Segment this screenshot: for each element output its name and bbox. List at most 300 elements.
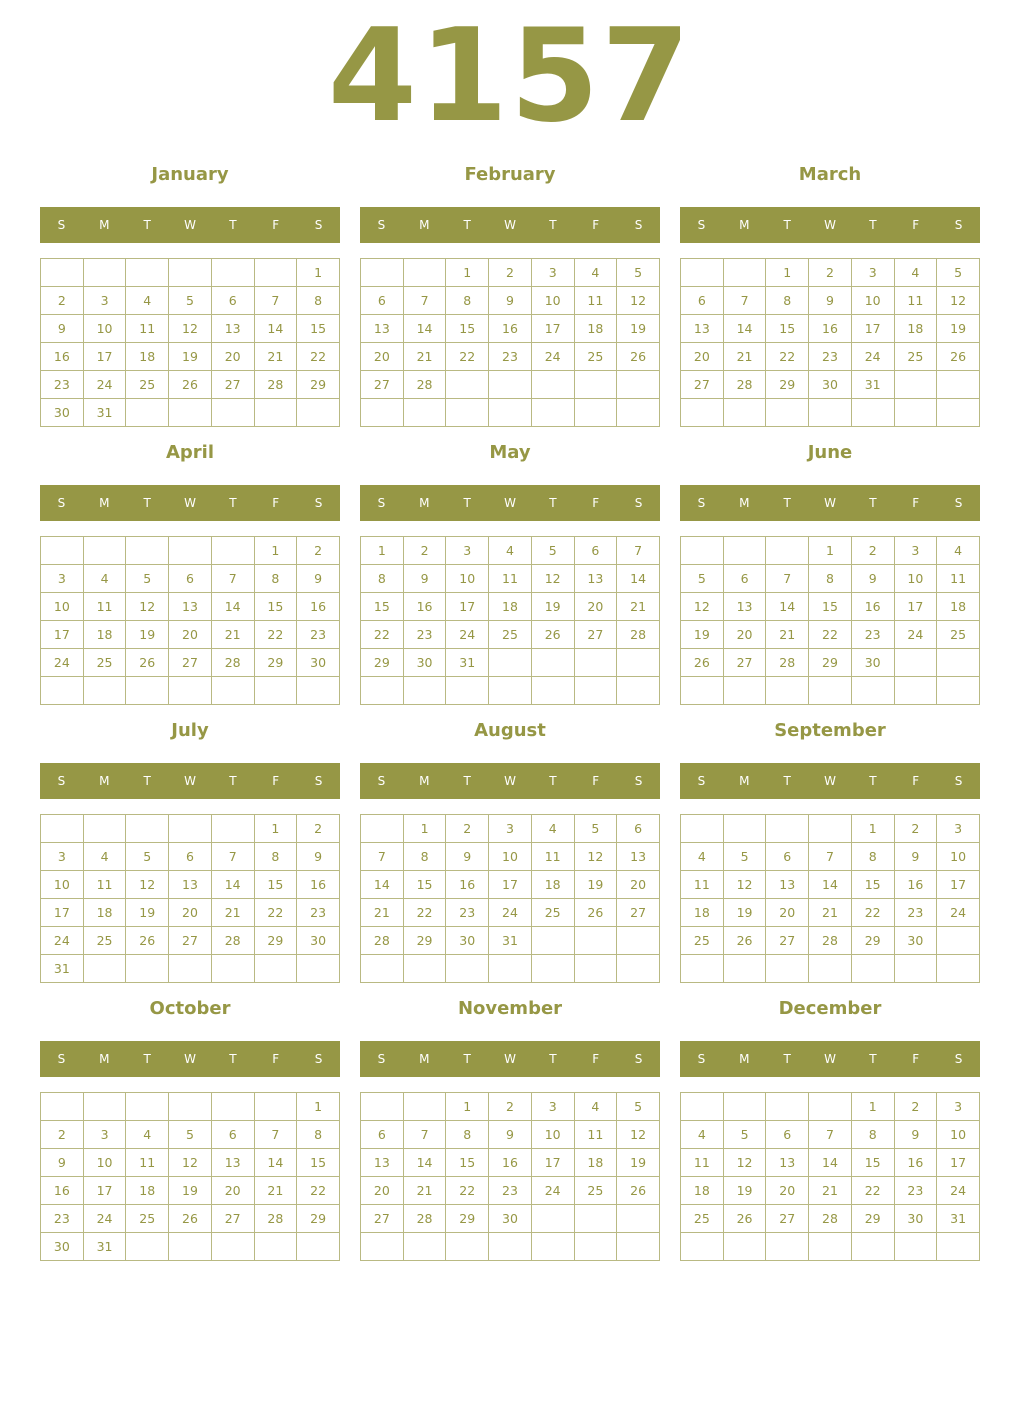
- day-cell: 31: [851, 371, 894, 399]
- day-cell: 29: [766, 371, 809, 399]
- empty-cell: [574, 371, 617, 399]
- day-cell: 6: [169, 843, 212, 871]
- day-cell: 11: [937, 565, 980, 593]
- day-cell: 21: [254, 1177, 297, 1205]
- empty-cell: [531, 1233, 574, 1261]
- day-cell: 5: [617, 1093, 660, 1121]
- week-row: [41, 1093, 340, 1121]
- weekday-label: F: [912, 1052, 920, 1066]
- day-grid: [40, 536, 340, 705]
- day-grid: [360, 536, 660, 705]
- day-cell: 6: [361, 1121, 404, 1149]
- weekday-label: T: [783, 1052, 791, 1066]
- day-cell: 15: [446, 1149, 489, 1177]
- day-cell: 26: [169, 371, 212, 399]
- week-row: [41, 955, 340, 983]
- day-cell: 28: [766, 649, 809, 677]
- weekday-label: T: [869, 1052, 877, 1066]
- empty-cell: [254, 677, 297, 705]
- weekday-label: W: [184, 774, 196, 788]
- empty-cell: [126, 259, 169, 287]
- day-cell: 11: [681, 871, 724, 899]
- day-cell: 13: [574, 565, 617, 593]
- empty-cell: [681, 399, 724, 427]
- empty-cell: [723, 259, 766, 287]
- day-cell: 2: [297, 815, 340, 843]
- week-row: [361, 1093, 660, 1121]
- empty-cell: [126, 815, 169, 843]
- day-cell: 4: [574, 1093, 617, 1121]
- week-row: [41, 287, 340, 315]
- day-cell: 31: [489, 927, 532, 955]
- day-cell: 19: [617, 1149, 660, 1177]
- day-cell: 10: [937, 1121, 980, 1149]
- weekday-label: S: [57, 774, 66, 788]
- day-cell: 9: [489, 287, 532, 315]
- day-cell: 29: [851, 1205, 894, 1233]
- empty-cell: [681, 955, 724, 983]
- day-cell: 22: [297, 1177, 340, 1205]
- empty-cell: [403, 399, 446, 427]
- day-cell: 27: [617, 899, 660, 927]
- day-cell: 31: [41, 955, 84, 983]
- empty-cell: [617, 927, 660, 955]
- weekday-label: T: [143, 1052, 151, 1066]
- day-cell: 9: [297, 565, 340, 593]
- day-cell: 27: [574, 621, 617, 649]
- day-cell: 22: [851, 1177, 894, 1205]
- day-cell: 26: [617, 343, 660, 371]
- week-row: [361, 537, 660, 565]
- day-cell: 17: [83, 1177, 126, 1205]
- weekday-label: T: [143, 218, 151, 232]
- week-row: [681, 371, 980, 399]
- day-cell: 12: [681, 593, 724, 621]
- empty-cell: [169, 259, 212, 287]
- week-row: [361, 315, 660, 343]
- day-cell: 14: [809, 871, 852, 899]
- empty-cell: [83, 537, 126, 565]
- day-cell: 9: [41, 1149, 84, 1177]
- day-cell: 20: [169, 621, 212, 649]
- day-cell: 9: [297, 843, 340, 871]
- day-grid: [680, 1092, 980, 1261]
- day-cell: 16: [809, 315, 852, 343]
- week-row: [41, 343, 340, 371]
- day-cell: 24: [489, 899, 532, 927]
- empty-cell: [169, 537, 212, 565]
- empty-cell: [446, 371, 489, 399]
- day-cell: 18: [126, 1177, 169, 1205]
- weekday-label: W: [824, 1052, 836, 1066]
- day-cell: 12: [723, 1149, 766, 1177]
- day-cell: 11: [574, 287, 617, 315]
- empty-cell: [809, 955, 852, 983]
- day-cell: 30: [851, 649, 894, 677]
- day-cell: 6: [211, 287, 254, 315]
- day-cell: 13: [169, 871, 212, 899]
- weekday-label: T: [463, 1052, 471, 1066]
- day-cell: 28: [403, 371, 446, 399]
- day-cell: 1: [766, 259, 809, 287]
- day-cell: 24: [531, 343, 574, 371]
- day-cell: 14: [809, 1149, 852, 1177]
- day-cell: 16: [894, 1149, 937, 1177]
- day-cell: 10: [83, 1149, 126, 1177]
- day-cell: 15: [297, 315, 340, 343]
- day-cell: 24: [41, 927, 84, 955]
- day-cell: 5: [126, 843, 169, 871]
- day-cell: 17: [489, 871, 532, 899]
- empty-cell: [894, 371, 937, 399]
- month-november: [360, 994, 660, 1264]
- week-row: [681, 621, 980, 649]
- weekday-label: W: [184, 1052, 196, 1066]
- day-cell: 31: [937, 1205, 980, 1233]
- weekday-label: W: [504, 1052, 516, 1066]
- week-row: [41, 927, 340, 955]
- day-cell: 16: [489, 315, 532, 343]
- day-grid: [40, 814, 340, 983]
- weekday-label: W: [824, 218, 836, 232]
- day-cell: 30: [403, 649, 446, 677]
- day-cell: 14: [403, 315, 446, 343]
- day-cell: 15: [361, 593, 404, 621]
- empty-cell: [851, 955, 894, 983]
- day-cell: 17: [83, 343, 126, 371]
- weekday-label: S: [697, 496, 706, 510]
- day-cell: 18: [126, 343, 169, 371]
- day-cell: 12: [617, 287, 660, 315]
- day-cell: 19: [574, 871, 617, 899]
- weekday-label: T: [229, 774, 237, 788]
- week-row: [361, 1233, 660, 1261]
- day-cell: 24: [446, 621, 489, 649]
- empty-cell: [361, 677, 404, 705]
- day-cell: 17: [531, 1149, 574, 1177]
- week-row: [41, 899, 340, 927]
- day-cell: 25: [489, 621, 532, 649]
- day-cell: 4: [83, 843, 126, 871]
- day-cell: 5: [681, 565, 724, 593]
- weekday-label: T: [229, 496, 237, 510]
- day-grid: [360, 258, 660, 427]
- day-cell: 27: [361, 1205, 404, 1233]
- day-cell: 23: [446, 899, 489, 927]
- day-cell: 1: [446, 1093, 489, 1121]
- empty-cell: [681, 677, 724, 705]
- day-cell: 4: [681, 843, 724, 871]
- day-cell: 14: [211, 593, 254, 621]
- day-cell: 5: [169, 287, 212, 315]
- empty-cell: [681, 1093, 724, 1121]
- day-cell: 23: [297, 899, 340, 927]
- day-cell: 25: [681, 927, 724, 955]
- empty-cell: [126, 677, 169, 705]
- day-cell: 11: [574, 1121, 617, 1149]
- weekday-label: T: [463, 496, 471, 510]
- week-row: [41, 1121, 340, 1149]
- week-row: [361, 899, 660, 927]
- day-cell: 30: [297, 927, 340, 955]
- month-january: [40, 160, 340, 430]
- day-cell: 28: [617, 621, 660, 649]
- empty-cell: [41, 815, 84, 843]
- week-row: [41, 649, 340, 677]
- day-cell: 12: [723, 871, 766, 899]
- day-cell: 22: [851, 899, 894, 927]
- weekday-header: [40, 485, 340, 521]
- day-cell: 27: [361, 371, 404, 399]
- weekday-header: [680, 207, 980, 243]
- day-cell: 4: [574, 259, 617, 287]
- month-december: [680, 994, 980, 1264]
- weekday-label: M: [99, 774, 110, 788]
- month-july: [40, 716, 340, 986]
- day-cell: 5: [169, 1121, 212, 1149]
- empty-cell: [723, 955, 766, 983]
- day-cell: 6: [211, 1121, 254, 1149]
- empty-cell: [851, 677, 894, 705]
- empty-cell: [574, 677, 617, 705]
- empty-cell: [403, 1233, 446, 1261]
- day-cell: 20: [617, 871, 660, 899]
- day-cell: 22: [446, 343, 489, 371]
- day-cell: 21: [403, 1177, 446, 1205]
- empty-cell: [254, 955, 297, 983]
- day-cell: 18: [894, 315, 937, 343]
- day-cell: 22: [809, 621, 852, 649]
- empty-cell: [617, 955, 660, 983]
- week-row: [361, 621, 660, 649]
- day-cell: 14: [403, 1149, 446, 1177]
- empty-cell: [617, 1233, 660, 1261]
- weekday-label: W: [504, 218, 516, 232]
- month-name: October: [149, 998, 231, 1019]
- empty-cell: [851, 399, 894, 427]
- day-cell: 21: [211, 899, 254, 927]
- week-row: [681, 593, 980, 621]
- week-row: [41, 1149, 340, 1177]
- day-cell: 31: [446, 649, 489, 677]
- empty-cell: [617, 677, 660, 705]
- weekday-label: S: [314, 218, 323, 232]
- day-cell: 11: [489, 565, 532, 593]
- week-row: [41, 593, 340, 621]
- day-cell: 17: [41, 899, 84, 927]
- week-row: [361, 287, 660, 315]
- day-cell: 28: [723, 371, 766, 399]
- empty-cell: [83, 677, 126, 705]
- day-cell: 28: [361, 927, 404, 955]
- weekday-label: W: [504, 774, 516, 788]
- day-cell: 16: [297, 593, 340, 621]
- empty-cell: [297, 399, 340, 427]
- weekday-label: S: [314, 1052, 323, 1066]
- day-cell: 23: [403, 621, 446, 649]
- day-cell: 18: [574, 315, 617, 343]
- day-cell: 27: [681, 371, 724, 399]
- weekday-label: S: [697, 218, 706, 232]
- day-cell: 6: [361, 287, 404, 315]
- day-cell: 10: [894, 565, 937, 593]
- weekday-label: M: [99, 218, 110, 232]
- day-cell: 15: [254, 593, 297, 621]
- day-cell: 29: [851, 927, 894, 955]
- week-row: [41, 315, 340, 343]
- day-cell: 26: [723, 1205, 766, 1233]
- day-cell: 11: [531, 843, 574, 871]
- day-cell: 12: [531, 565, 574, 593]
- weekday-header: [360, 763, 660, 799]
- day-cell: 31: [83, 399, 126, 427]
- week-row: [41, 537, 340, 565]
- empty-cell: [574, 399, 617, 427]
- weekday-label: F: [912, 496, 920, 510]
- day-grid: [680, 258, 980, 427]
- week-row: [681, 287, 980, 315]
- day-cell: 29: [446, 1205, 489, 1233]
- day-cell: 1: [446, 259, 489, 287]
- day-cell: 28: [254, 371, 297, 399]
- week-row: [681, 1233, 980, 1261]
- day-cell: 23: [41, 1205, 84, 1233]
- month-august: [360, 716, 660, 986]
- empty-cell: [681, 259, 724, 287]
- weekday-label: F: [272, 1052, 280, 1066]
- day-cell: 7: [617, 537, 660, 565]
- day-cell: 3: [894, 537, 937, 565]
- empty-cell: [894, 677, 937, 705]
- day-cell: 8: [446, 287, 489, 315]
- month-name: January: [151, 164, 229, 185]
- day-cell: 9: [851, 565, 894, 593]
- weekday-header: [680, 763, 980, 799]
- empty-cell: [894, 649, 937, 677]
- empty-cell: [361, 815, 404, 843]
- empty-cell: [723, 677, 766, 705]
- day-cell: 13: [681, 315, 724, 343]
- day-cell: 7: [403, 1121, 446, 1149]
- empty-cell: [83, 955, 126, 983]
- day-cell: 11: [83, 871, 126, 899]
- empty-cell: [126, 537, 169, 565]
- week-row: [41, 259, 340, 287]
- weekday-label: T: [143, 496, 151, 510]
- week-row: [41, 871, 340, 899]
- weekday-header: [40, 1041, 340, 1077]
- day-cell: 7: [809, 843, 852, 871]
- empty-cell: [361, 1093, 404, 1121]
- day-cell: 13: [361, 1149, 404, 1177]
- day-cell: 25: [83, 649, 126, 677]
- day-cell: 24: [851, 343, 894, 371]
- month-name: May: [489, 442, 531, 463]
- day-cell: 22: [403, 899, 446, 927]
- day-cell: 19: [617, 315, 660, 343]
- empty-cell: [169, 1093, 212, 1121]
- day-cell: 9: [894, 843, 937, 871]
- day-cell: 5: [531, 537, 574, 565]
- day-cell: 13: [211, 1149, 254, 1177]
- week-row: [361, 399, 660, 427]
- empty-cell: [766, 677, 809, 705]
- day-cell: 25: [574, 343, 617, 371]
- day-cell: 5: [617, 259, 660, 287]
- day-cell: 13: [766, 1149, 809, 1177]
- week-row: [361, 1205, 660, 1233]
- week-row: [41, 1177, 340, 1205]
- day-cell: 1: [361, 537, 404, 565]
- day-cell: 11: [894, 287, 937, 315]
- day-cell: 25: [937, 621, 980, 649]
- day-cell: 3: [531, 1093, 574, 1121]
- day-cell: 15: [851, 871, 894, 899]
- day-cell: 20: [361, 1177, 404, 1205]
- day-cell: 7: [766, 565, 809, 593]
- empty-cell: [809, 815, 852, 843]
- day-cell: 29: [297, 371, 340, 399]
- empty-cell: [937, 955, 980, 983]
- weekday-label: T: [783, 496, 791, 510]
- empty-cell: [766, 1093, 809, 1121]
- empty-cell: [126, 399, 169, 427]
- day-cell: 12: [169, 1149, 212, 1177]
- day-cell: 21: [211, 621, 254, 649]
- empty-cell: [851, 1233, 894, 1261]
- day-cell: 27: [211, 1205, 254, 1233]
- day-grid: [360, 1092, 660, 1261]
- day-cell: 4: [126, 287, 169, 315]
- day-cell: 20: [574, 593, 617, 621]
- day-cell: 3: [531, 259, 574, 287]
- day-cell: 23: [489, 1177, 532, 1205]
- empty-cell: [361, 259, 404, 287]
- week-row: [681, 537, 980, 565]
- weekday-label: T: [229, 1052, 237, 1066]
- day-cell: 31: [83, 1233, 126, 1261]
- day-cell: 24: [83, 371, 126, 399]
- day-cell: 6: [617, 815, 660, 843]
- empty-cell: [211, 955, 254, 983]
- day-cell: 12: [126, 871, 169, 899]
- day-cell: 10: [83, 315, 126, 343]
- day-cell: 20: [681, 343, 724, 371]
- weekday-label: M: [739, 1052, 750, 1066]
- month-name: March: [798, 164, 862, 185]
- weekday-label: F: [592, 774, 600, 788]
- day-cell: 9: [809, 287, 852, 315]
- day-cell: 26: [681, 649, 724, 677]
- empty-cell: [937, 927, 980, 955]
- day-cell: 21: [617, 593, 660, 621]
- day-cell: 14: [361, 871, 404, 899]
- week-row: [361, 371, 660, 399]
- empty-cell: [254, 1233, 297, 1261]
- empty-cell: [254, 399, 297, 427]
- day-cell: 20: [766, 1177, 809, 1205]
- week-row: [681, 815, 980, 843]
- empty-cell: [211, 259, 254, 287]
- day-cell: 12: [126, 593, 169, 621]
- empty-cell: [531, 371, 574, 399]
- day-cell: 30: [489, 1205, 532, 1233]
- week-row: [361, 955, 660, 983]
- weekday-label: F: [272, 774, 280, 788]
- day-cell: 27: [169, 649, 212, 677]
- empty-cell: [723, 1093, 766, 1121]
- week-row: [681, 1121, 980, 1149]
